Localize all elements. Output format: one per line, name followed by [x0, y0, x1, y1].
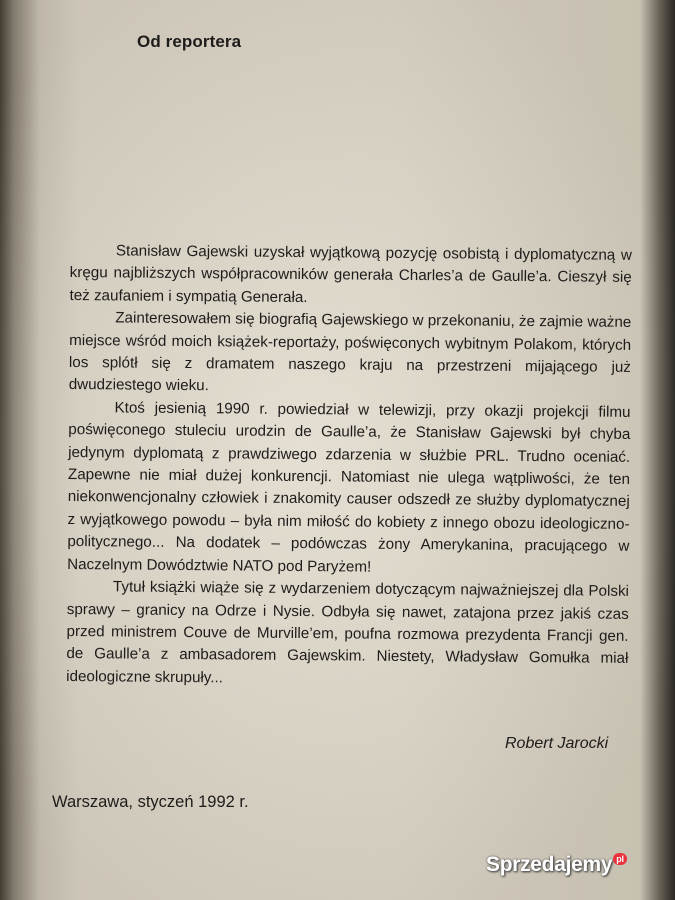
- place-date: Warszawa, styczeń 1992 r.: [52, 793, 249, 811]
- paragraph: Ktoś jesienią 1990 r. powiedział w telewizji, przy okazji projekcji filmu poświęconego stuleciu urodzin de Gaulle’a, że Stanisław Gajewski był chyba jedynym dyplomatą z prawdziwego zdarzenia w służbie PRL. Trudno oceniać. Zapewne nie miał dużej konkurencji. Natomiast nie ulega wątpliwości, że ten niekonwencjonalny człowiek i znakomity causer odszedł ze służby dyplomatycznej z wyjątkowego powodu – była nim miłość do kobiety z innego obozu ideologiczno-politycznego... Na dodatek – podówczas żony Amerykanina, pracującego w Naczelnym Dowództwie NATO pod Paryżem!: [67, 399, 631, 576]
- watermark-logo: [486, 853, 627, 877]
- watermark-name: Sprzedajemy: [486, 853, 613, 876]
- section-heading: Od reportera: [137, 32, 242, 51]
- paragraph: Tytuł książki wiąże się z wydarzeniem dotyczącym najważniejszej dla Polski sprawy – granicy na Odrze i Nysie. Odbyła się nawet, zatajona przez jakiś czas przed ministrem Couve de Murville’em, poufna rozmowa prezydenta Francji gen. de Gaulle’a z ambasadorem Gajewskim. Niestety, Władysław Gomułka miał ideologiczne skrupuły...: [66, 578, 630, 687]
- author-signature: Robert Jarocki: [505, 735, 609, 752]
- watermark-tld: pl: [613, 853, 626, 865]
- body-text: [66, 240, 632, 693]
- paragraph: Stanisław Gajewski uzyskał wyjątkową pozycję osobistą i dyplomatyczną w kręgu najbliższych współpracowników generała Charles’a de Gaulle’a. Cieszył się też zaufaniem i sympatią Generała.: [69, 242, 632, 306]
- paragraph: Zainteresowałem się biografią Gajewskiego w przekonaniu, że zajmie ważne miejsce wśród moich książek-reportaży, poświęconych wybitnym Polakom, których los splótł się z dramatem naszego kraju na przestrzeni mijającego już dwudziestego wieku.: [68, 309, 632, 395]
